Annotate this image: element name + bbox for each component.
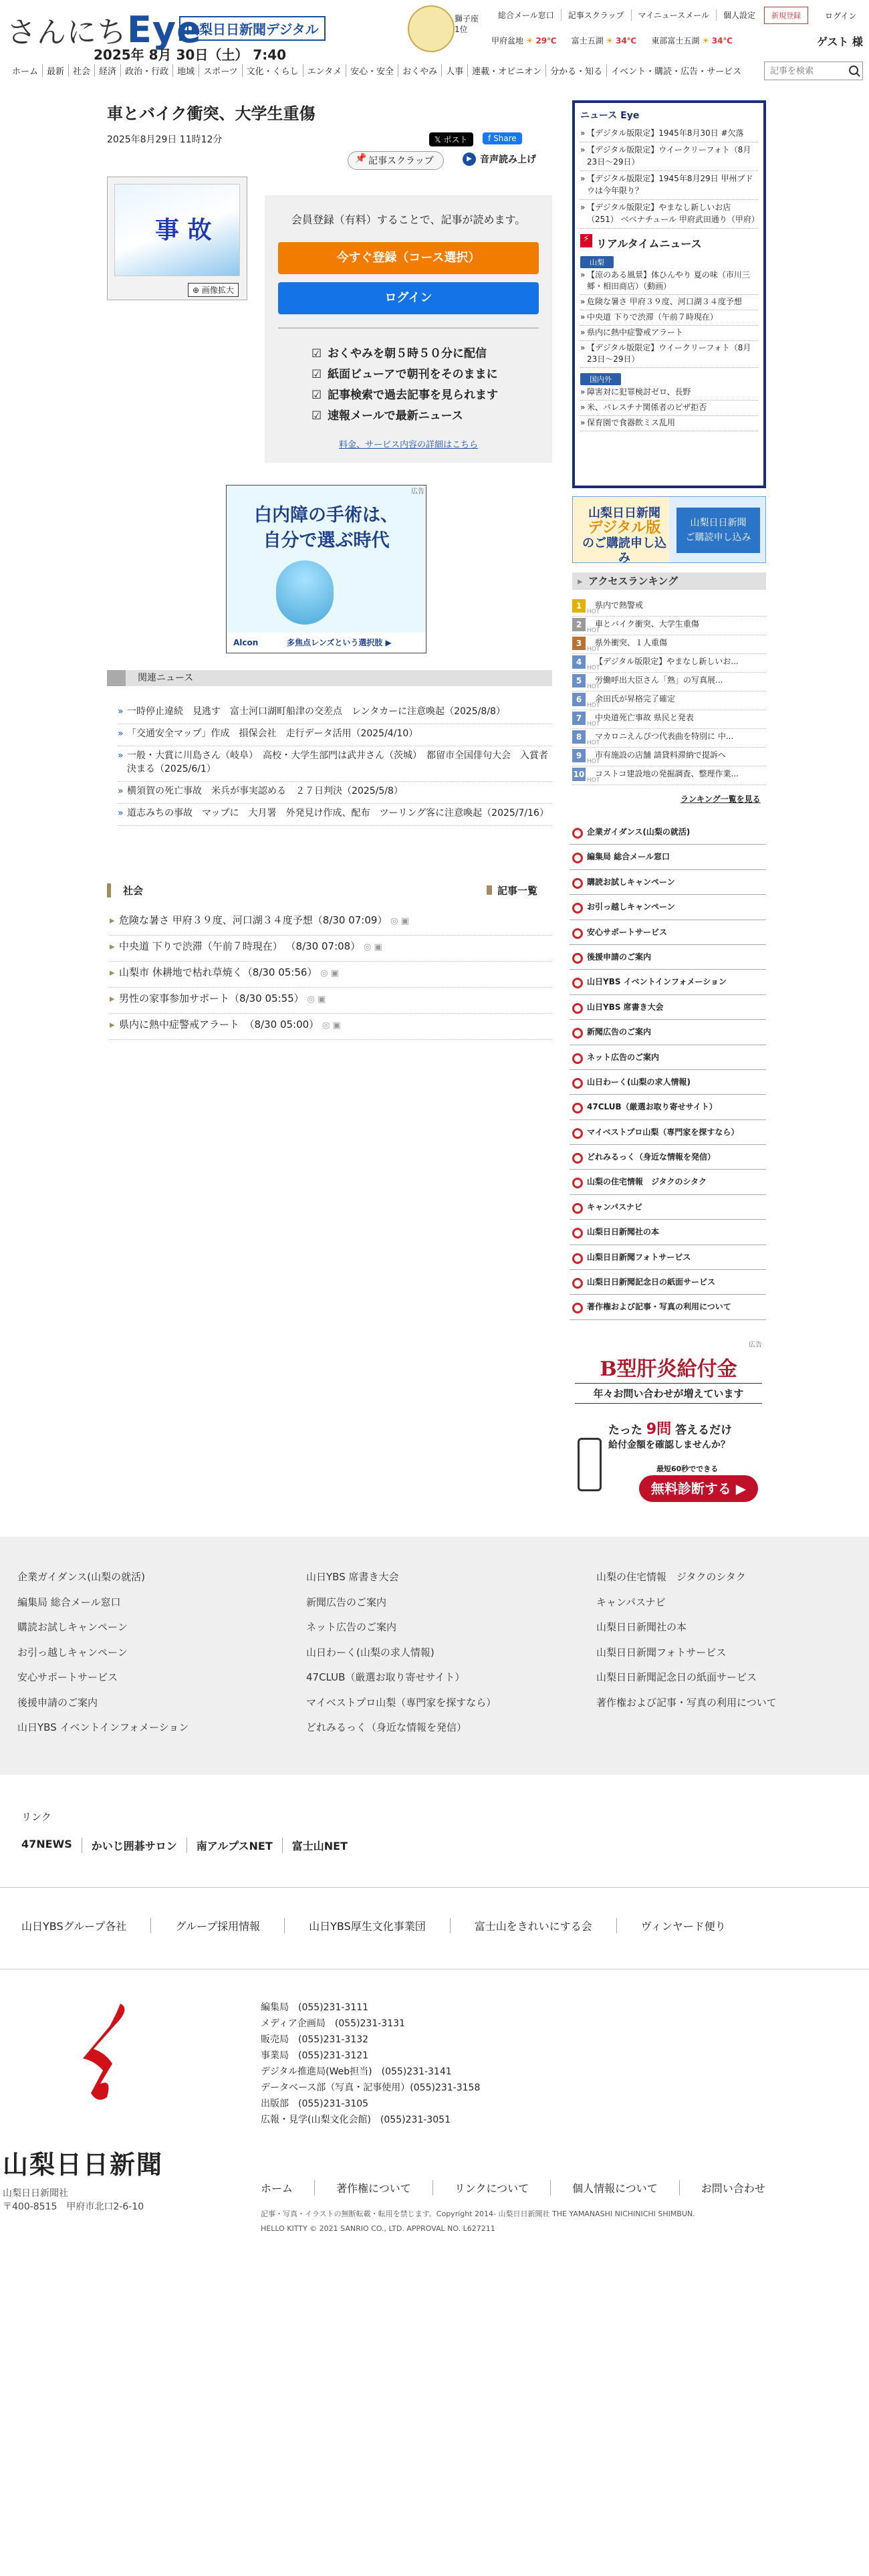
realtime-item[interactable]: » 障害対に犯罪検討ゼロ、長野 <box>580 385 758 401</box>
realtime-item[interactable]: » 危険な暑さ 甲府３９度、河口湖３４度予想 <box>580 295 758 310</box>
login-link[interactable]: ログイン <box>825 11 857 21</box>
top-links <box>491 9 762 21</box>
realtime-item[interactable]: » 県内に熱中症警戒アラート <box>580 326 758 341</box>
hot-badge: HOT <box>587 758 600 765</box>
zoom-icon: ⊕ <box>193 286 200 295</box>
realtime-news-heading: ⚡ リアルタイムニュース <box>580 235 758 251</box>
top-link-mail[interactable]: マイニュースメール <box>631 9 716 21</box>
footer-nav-link[interactable]: リンクについて <box>432 2180 550 2195</box>
news-eye-item[interactable]: » 【デジタル版限定】やまなし新しいお店（251） ベベナチュール 甲府武田通り（甲府） <box>580 200 758 229</box>
footer-link[interactable]: 山日わーく(山梨の求人情報) <box>306 1646 434 1658</box>
footer-link[interactable]: 山日YBS イベントインフォメーション <box>17 1721 189 1733</box>
links-label: リンク <box>21 1811 51 1823</box>
hot-badge: HOT <box>587 721 600 728</box>
main-nav <box>12 64 745 77</box>
hot-badge: HOT <box>587 646 600 653</box>
top-link-settings[interactable]: 個人設定 <box>716 9 762 21</box>
social-news-item[interactable]: ▸ 男性の家事参加サポート（8/30 05:55） ◎ ▣ <box>110 988 552 1014</box>
ranking-item[interactable] <box>572 598 766 617</box>
rank-number: 5 <box>572 674 586 687</box>
social-news-list <box>110 909 552 1040</box>
feature-item: ☑ 紙面ビューアで朝刊をそのままに <box>312 364 498 385</box>
social-section-heading: 社会 <box>107 883 552 897</box>
audio-read-button[interactable]: ▶ 音声読み上げ <box>463 152 536 166</box>
ranking-title: 市有施設の店舗 請貸料滞納で提訴へ <box>595 750 726 760</box>
hot-badge: HOT <box>587 740 600 746</box>
phone-icon <box>578 1438 602 1491</box>
sun-icon: ☀ <box>606 36 614 45</box>
footer-link[interactable]: 企業ガイダンス(山梨の就活) <box>17 1571 145 1583</box>
weather-item: 東部富士五湖 ☀ 34℃ <box>651 36 733 45</box>
nav-item[interactable]: 経済 <box>94 64 120 77</box>
footer-column <box>17 1565 189 1741</box>
register-button[interactable]: 新規登録 <box>764 7 808 24</box>
related-news-item[interactable]: » 横須賀の死亡事故 米兵が事実認める ２７日判決（2025/5/8） <box>118 782 552 804</box>
paywall-box <box>265 195 552 463</box>
subscribe-button[interactable]: 今すぐ登録（コース選択） <box>278 242 539 274</box>
hot-badge: HOT <box>587 609 600 615</box>
hot-badge: HOT <box>587 627 600 634</box>
contact-line: メディア企画局 (055)231-3131 <box>261 2018 405 2029</box>
realtime-item[interactable]: » 保育園で食器飲ミス乱用 <box>580 416 758 431</box>
weather-strip <box>491 35 733 46</box>
feature-item: ☑ 速報メールで最新ニュース <box>312 406 498 427</box>
social-news-item[interactable]: ▸ 山梨市 休耕地で枯れ草焼く（8/30 05:56） ◎ ▣ <box>110 962 552 988</box>
service-link[interactable]: 購読お試しキャンペーン <box>570 870 766 895</box>
facebook-icon: f <box>488 134 491 143</box>
ad-line: 最短60秒でできる <box>656 1465 719 1473</box>
top-link-scrap[interactable]: 記事スクラップ <box>561 9 631 21</box>
hot-badge: HOT <box>587 702 600 709</box>
article-photo[interactable] <box>107 177 247 300</box>
footer-nav-link[interactable]: 個人情報について <box>550 2180 679 2195</box>
ad-badge: 広告 <box>749 1341 762 1349</box>
service-link[interactable]: マイベストプロ山梨（専門家を探すなら） <box>570 1120 766 1145</box>
service-link[interactable]: 後援申請のご案内 <box>570 945 766 970</box>
realtime-item[interactable]: » 【涼のある風景】体ひんやり 夏の味（市川三郷・相田商店）（動画） <box>580 268 758 295</box>
footer-link[interactable]: 山梨日日新聞フォトサービス <box>596 1646 727 1658</box>
nav-item[interactable]: おくやみ <box>398 64 441 77</box>
footer-nav-link[interactable]: ホーム <box>261 2182 293 2195</box>
ad-line: たった 9問 答えるだけ <box>608 1421 733 1438</box>
service-links <box>570 820 766 1320</box>
service-link[interactable]: お引っ越しキャンペーン <box>570 895 766 920</box>
service-link[interactable]: 新聞広告のご案内 <box>570 1020 766 1045</box>
related-news-list <box>118 702 552 826</box>
guest-label: ゲスト 様 <box>817 35 863 48</box>
ranking-item[interactable] <box>572 766 766 785</box>
hot-badge: HOT <box>587 777 600 784</box>
news-eye-item[interactable]: » 【デジタル版限定】1945年8月30日 #欠落 <box>580 126 758 142</box>
service-link[interactable]: 安心サポートサービス <box>570 920 766 945</box>
nav-item[interactable]: 政治・行政 <box>120 64 172 77</box>
rank-number: 3 <box>572 637 586 650</box>
camera-icon: ◎ ▣ <box>320 968 339 978</box>
nav-item[interactable]: 社会 <box>68 64 94 77</box>
nav-item[interactable]: ホーム <box>12 67 39 77</box>
footer-link[interactable]: 編集局 総合メール窓口 <box>17 1596 121 1608</box>
paywall-login-button[interactable]: ログイン <box>278 282 539 314</box>
rank-number: 9 <box>572 749 586 762</box>
service-link[interactable]: 山梨日日新聞記念日の紙面サービス <box>570 1270 766 1295</box>
ranking-more-link[interactable]: ランキング一覧を見る <box>680 794 761 804</box>
camera-icon: ◎ ▣ <box>307 994 326 1004</box>
company-mark-icon <box>74 2000 134 2107</box>
service-link[interactable]: ネット広告のご案内 <box>570 1045 766 1070</box>
x-icon: 𝕏 <box>434 135 441 144</box>
ranking-list <box>572 598 766 785</box>
top-link-contact[interactable]: 総合メール窓口 <box>498 11 554 20</box>
footer-link[interactable]: 47CLUB（厳選お取り寄せサイト） <box>306 1671 465 1683</box>
free-diagnosis-button[interactable]: 無料診断する ▶ <box>639 1475 758 1502</box>
footer-nav-link[interactable]: お問い合わせ <box>679 2180 787 2195</box>
camera-icon: ◎ ▣ <box>322 1021 341 1031</box>
footer-link[interactable]: 新聞広告のご案内 <box>306 1596 387 1608</box>
weather-item: 甲府盆地 ☀ 29℃ <box>491 36 557 45</box>
company-address: 山梨日日新聞社 〒400-8515 甲府市北口2-6-10 <box>3 2188 144 2212</box>
service-link[interactable]: 山梨日日新聞社の本 <box>570 1220 766 1245</box>
footer-link[interactable]: 山梨日日新聞社の本 <box>596 1621 687 1633</box>
sun-icon: ☀ <box>525 36 533 45</box>
partner-link[interactable]: 南アルプスNET <box>187 1838 282 1853</box>
news-eye-item[interactable]: » 【デジタル版限定】ウイークリーフォト（8月23日〜29日） <box>580 142 758 171</box>
nav-item[interactable]: 安心・安全 <box>346 64 398 77</box>
feature-item: ☑ おくやみを朝５時５０分に配信 <box>312 344 498 364</box>
ranking-heading: ▸ アクセスランキング <box>572 572 766 590</box>
tab-domestic[interactable]: 国内外 <box>580 373 621 385</box>
copyright: 記事・写真・イラストの無断転載・転用を禁じます。Copyright 2014- 山梨日日新聞社 THE YAMANASHI NICHINICHI SHIMBUN. HELLO KITTY © 2021 SANRIO CO., LTD. APPROVAL NO. L627211 <box>261 2210 695 2233</box>
partner-link[interactable]: かいじ囲碁サロン <box>82 1838 187 1853</box>
contact-line: 広報・見学(山梨文化会館) (055)231-3051 <box>261 2115 451 2125</box>
contact-line: 販売局 (055)231-3132 <box>261 2034 369 2045</box>
ranking-title: 【デジタル版限定】やまなし新しいお... <box>595 657 739 666</box>
ad-copy: 多焦点レンズという選択肢 ▶ <box>287 638 392 647</box>
hot-badge: HOT <box>587 665 600 671</box>
camera-icon: ◎ ▣ <box>364 942 382 952</box>
contact-line: 事業局 (055)231-3121 <box>261 2050 369 2061</box>
realtime-item[interactable]: » 米、パレスチナ関係者のビザ拒否 <box>580 401 758 416</box>
photo-image <box>114 184 240 276</box>
nav-item[interactable]: 連載・オピニオン <box>467 64 545 77</box>
rank-number: 6 <box>572 693 586 706</box>
footer-link[interactable]: どれみるっく（身近な情報を発信） <box>306 1721 467 1733</box>
rank-number: 8 <box>572 730 586 744</box>
footer-link[interactable]: 後援申請のご案内 <box>17 1696 98 1709</box>
ranking-title: 中央道死亡事故 県民と発表 <box>595 713 694 722</box>
footer-link[interactable]: 山梨の住宅情報 ジタクのシタク <box>596 1571 746 1583</box>
search-icon[interactable] <box>849 66 858 75</box>
news-eye-item[interactable]: » 【デジタル版限定】1945年8月29日 甲州ブドウは今年限り？ <box>580 171 758 200</box>
article-list-link[interactable]: 記事一覧 <box>487 883 537 897</box>
footer-link[interactable]: ネット広告のご案内 <box>306 1621 397 1633</box>
realtime-item[interactable]: » 中央道 下りで渋滞（午前７時現在） <box>580 310 758 326</box>
group-link[interactable]: ヴィンヤード便り <box>616 1918 750 1933</box>
nav-item[interactable]: 最新 <box>42 64 68 77</box>
horoscope-label[interactable]: 獅子座 1位 <box>455 14 479 34</box>
nav-item[interactable]: 文化・くらし <box>242 64 303 77</box>
subscription-banner[interactable] <box>572 496 766 563</box>
related-news-item[interactable]: » 道志みちの事故 マップに 大月署 外発見け作成、配布 ツーリング客に注意喚起（2025/7/16） <box>118 804 552 826</box>
rank-number: 10 <box>572 768 586 781</box>
group-link[interactable]: 富士山をきれいにする会 <box>450 1918 616 1933</box>
scrap-button[interactable]: 📌 記事スクラップ <box>348 151 444 170</box>
play-icon: ▶ <box>463 152 476 166</box>
partner-link[interactable]: 富士山NET <box>282 1838 357 1853</box>
photo-caption: 事 故 <box>155 217 212 244</box>
footer-link[interactable]: お引っ越しキャンペーン <box>17 1646 128 1658</box>
divider <box>0 1887 869 1888</box>
nav-item[interactable]: 分かる・知る <box>545 64 606 77</box>
ranking-title: 労働呼出大臣さん「熟」の写真展... <box>595 675 723 685</box>
ranking-item[interactable] <box>572 691 766 710</box>
ranking-title: 県外衝突、１人重傷 <box>595 638 668 647</box>
related-news-item[interactable]: » 一時停止違続 見逃す 富士河口湖町船津の交差点 レンタカーに注意喚起（2025/8/8） <box>118 702 552 724</box>
paywall-message: 会員登録（有料）することで、記事が読めます。 <box>291 213 526 226</box>
social-news-item[interactable]: ▸ 県内に熱中症警戒アラート （8/30 05:00） ◎ ▣ <box>110 1014 552 1040</box>
footer-link[interactable]: 山日YBS 席書き大会 <box>306 1571 399 1583</box>
nav-item[interactable]: 人事 <box>441 64 467 77</box>
social-news-item[interactable]: ▸ 危険な暑さ 甲府３９度、河口湖３４度予想（8/30 07:09） ◎ ▣ <box>110 909 552 936</box>
ranking-title: 車とバイク衝突、大学生重傷 <box>595 619 699 629</box>
realtime-item[interactable]: » 【デジタル版限定】ウイークリーフォト（8月23日〜29日） <box>580 341 758 368</box>
ranking-item[interactable] <box>572 710 766 729</box>
group-link[interactable]: 山日YBS厚生文化事業団 <box>284 1918 450 1933</box>
contact-line: デジタル推進局(Web担当) (055)231-3141 <box>261 2066 452 2077</box>
pin-icon: 📌 <box>355 153 367 164</box>
ranking-title: マカロニえんぴつ代表曲を特別に 中... <box>595 732 734 741</box>
realtime-list-yamanashi <box>580 268 758 368</box>
article-date: 2025年8月29日 11時12分 <box>107 134 223 145</box>
news-eye-list <box>580 126 758 229</box>
mascot-illustration <box>276 560 334 625</box>
group-links <box>21 1918 750 1933</box>
ranking-item[interactable] <box>572 729 766 748</box>
social-news-item[interactable]: ▸ 中央道 下りで渋滞（午前７時現在） （8/30 07:08） ◎ ▣ <box>110 936 552 962</box>
weather-item: 富士五湖 ☀ 34℃ <box>571 36 637 45</box>
group-link[interactable]: 山日YBSグループ各社 <box>21 1920 127 1933</box>
paper-subscribe[interactable]: 山梨日日新聞 ご購読申し込み <box>676 508 760 553</box>
company-name: 山梨日日新聞 <box>3 2149 164 2179</box>
service-link[interactable]: 企業ガイダンス(山梨の就活) <box>570 820 766 845</box>
feature-list <box>312 344 498 427</box>
news-eye-title: ニュース Eye <box>580 110 640 121</box>
footer-link[interactable]: 山梨日日新聞記念日の紙面サービス <box>596 1671 757 1683</box>
service-link[interactable]: キャンパスナビ <box>570 1195 766 1220</box>
service-link[interactable]: 47CLUB（厳選お取り寄せサイト） <box>570 1095 766 1119</box>
footer-link[interactable]: 購読お試しキャンペーン <box>17 1621 128 1633</box>
related-news-heading: 関連ニュース <box>107 670 552 686</box>
rank-number: 2 <box>572 618 586 631</box>
service-link[interactable]: 山日YBS 席書き大会 <box>570 995 766 1020</box>
ranking-title: 余田氏が昇格完了確定 <box>595 694 676 704</box>
hot-badge: HOT <box>587 683 600 690</box>
site-logo[interactable]: さんにちEye <box>7 9 202 51</box>
ad-hepatitis-banner[interactable] <box>575 1341 762 1511</box>
rank-number: 7 <box>572 712 586 725</box>
ad-lens-banner[interactable] <box>226 485 426 653</box>
ad-line: 給付金額を確認しませんか？ <box>608 1440 730 1451</box>
footer-link[interactable]: 著作権および記事・写真の利用について <box>596 1696 777 1709</box>
nav-item[interactable]: イベント・購読・広告・サービス <box>606 64 745 77</box>
related-news-item[interactable]: » 「交通安全マップ」作成 損保会社 走行データ活用（2025/4/10） <box>118 724 552 746</box>
footer-link[interactable]: マイベストプロ山梨（専門家を探すなら） <box>306 1696 497 1709</box>
ad-title: 白内障の手術は、 自分で選ぶ時代 <box>254 505 398 551</box>
service-link[interactable]: 著作権および記事・写真の利用について <box>570 1295 766 1319</box>
ranking-item[interactable] <box>572 654 766 673</box>
feature-item: ☑ 記事検索で過去記事を見られます <box>312 385 498 406</box>
tab-yamanashi[interactable]: 山梨 <box>580 256 614 268</box>
ranking-item[interactable] <box>572 748 766 766</box>
ad-footer <box>227 633 426 653</box>
service-link[interactable]: 山日わーく(山梨の求人情報) <box>570 1070 766 1095</box>
nav-item[interactable]: エンタメ <box>303 64 346 77</box>
facebook-share-button[interactable]: f Share <box>483 132 522 144</box>
footer-nav <box>261 2180 787 2195</box>
footer-column <box>306 1565 496 1741</box>
service-link[interactable]: 山梨の住宅情報 ジタクのシタク <box>570 1170 766 1194</box>
sun-icon: ☀ <box>702 36 709 45</box>
digital-subscribe[interactable]: 山梨日日新聞 デジタル版 のご購読申し込み <box>582 506 666 565</box>
service-link[interactable]: 山日YBS イベントインフォメーション <box>570 970 766 994</box>
footer-link[interactable]: キャンパスナビ <box>596 1596 666 1608</box>
brand-tag: 山梨日日新聞デジタル <box>179 16 326 41</box>
horoscope-mascot-icon[interactable] <box>408 5 455 52</box>
group-link[interactable]: グループ採用情報 <box>150 1918 284 1933</box>
zoom-button[interactable]: ⊕ 画像拡大 <box>188 283 239 297</box>
footer-link[interactable]: 安心サポートサービス <box>17 1671 118 1683</box>
partner-link[interactable]: 47NEWS <box>21 1838 72 1850</box>
ad-badge: 広告 <box>411 488 424 496</box>
nav-item[interactable]: スポーツ <box>199 64 241 77</box>
footer-column <box>596 1565 777 1715</box>
current-date: 2025年 8月 30日（土） 7:40 <box>94 47 287 63</box>
search-input[interactable] <box>764 62 863 80</box>
ranking-item[interactable] <box>572 635 766 654</box>
contact-line: 編集局 (055)231-3111 <box>261 2002 369 2013</box>
nav-item[interactable]: 地域 <box>172 64 199 77</box>
related-news-item[interactable]: » 一般・大賞に川島さん（岐阜） 高校・大学生部門は武井さん（茨城） 都留市全国俳句大会 入賞者決まる（2025/6/1） <box>118 746 552 782</box>
contact-line: データベース部（写真・記事使用）(055)231-3158 <box>261 2082 481 2093</box>
rank-number: 4 <box>572 655 586 669</box>
ad-brand: Alcon <box>233 638 259 647</box>
ranking-title: 県内で熱警戒 <box>595 601 644 610</box>
contact-list <box>261 2000 480 2128</box>
news-eye-panel <box>572 100 766 488</box>
ranking-item[interactable] <box>572 673 766 691</box>
contact-line: 出版部 (055)231-3105 <box>261 2099 369 2109</box>
ad-subtitle: 年々お問い合わせが増えています <box>575 1383 762 1404</box>
article-title: 車とバイク衝突、大学生重傷 <box>107 104 316 123</box>
ranking-title: コストコ建設地の発掘調査、整理作業... <box>595 769 739 778</box>
realtime-list-domestic <box>580 385 758 431</box>
ranking-item[interactable] <box>572 617 766 635</box>
service-link[interactable]: どれみるっく（身近な情報を発信） <box>570 1145 766 1170</box>
service-link[interactable]: 編集局 総合メール窓口 <box>570 845 766 869</box>
footer-nav-link[interactable]: 著作権について <box>314 2180 432 2195</box>
ad-title: B型肝炎給付金 <box>600 1358 737 1381</box>
partner-links <box>21 1838 357 1853</box>
camera-icon: ◎ ▣ <box>390 916 409 926</box>
rank-number: 1 <box>572 599 586 613</box>
pricing-detail-link[interactable]: 料金、サービス内容の詳細はこちら <box>338 440 478 450</box>
x-share-button[interactable]: 𝕏 ポスト <box>429 132 473 146</box>
service-link[interactable]: 山梨日日新聞フォトサービス <box>570 1245 766 1270</box>
